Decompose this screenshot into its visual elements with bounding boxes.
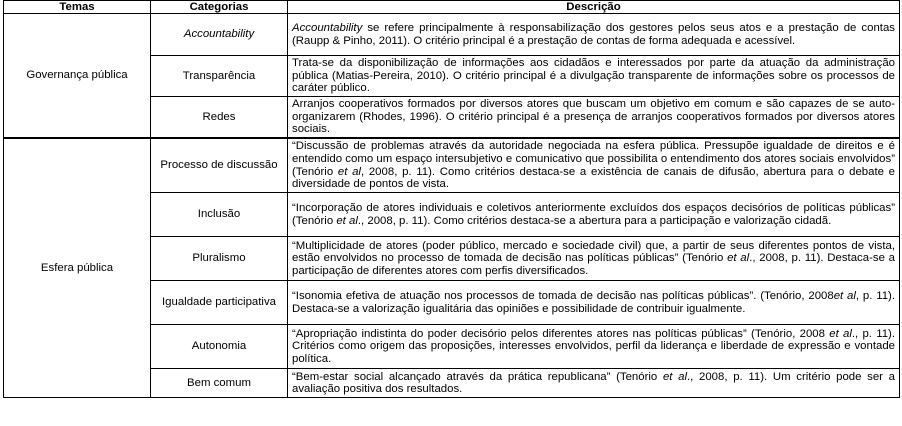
descricao-italic-run: et al xyxy=(727,252,750,265)
categoria-cell: Processo de discussão xyxy=(151,138,288,193)
descricao-text-run: “Multiplicidade de atores (poder público, mercado e sociedade civil) que, a partir de seus diferentes pontos de vista, estão envolvidos no processo de tomada de decisão nas políticas públicas” (Tenório xyxy=(292,239,895,265)
categoria-cell: Inclusão xyxy=(151,193,288,237)
descricao-cell xyxy=(288,14,900,56)
descricao-text-run: , 2008, p. 11). Como critérios destaca-se a existência de canais de difusão, abertura para o debate e diversidade de pontos de vista. xyxy=(292,165,895,191)
descricao-text-run: Arranjos cooperativos formados por diversos atores que buscam um objetivo em comum e são capazes de se auto-organizarem (Rhodes, 1996). O critério principal é a presença de arranjos cooperativos formados por diversos atores sociais. xyxy=(292,98,895,136)
descricao-text-run: “Apropriação indistinta do poder decisório pelos diferentes atores nas políticas públicas” (Tenório, 2008 xyxy=(292,327,830,340)
header-row xyxy=(4,1,900,14)
categoria-cell: Igualdade participativa xyxy=(151,281,288,325)
descricao-italic-run: et al xyxy=(833,290,856,303)
descricao-italic-run: Accountability xyxy=(292,21,363,34)
descricao-text-run: ., 2008, p. 11). Destaca-se a participação de diferentes atores com perfis diversificados. xyxy=(292,252,895,278)
descricao-italic-run: et al xyxy=(337,165,361,178)
categoria-cell: Bem comum xyxy=(151,369,288,398)
criteria-table xyxy=(3,0,900,398)
tema-esfera: Esfera pública xyxy=(4,138,151,398)
descricao-cell xyxy=(288,56,900,97)
header-descricao: Descrição xyxy=(288,1,900,14)
descricao-text-run: “Incorporação de atores individuais e coletivos anteriormente excluídos dos espaços decisórios de políticas públicas” (Tenório xyxy=(292,202,895,227)
table-row xyxy=(4,138,900,193)
table-row xyxy=(4,14,900,56)
descricao-cell xyxy=(288,237,900,281)
descricao-italic-run: et al xyxy=(662,370,687,383)
descricao-italic-run: et al xyxy=(829,327,852,340)
descricao-text-run: “Bem-estar social alcançado através da prática republicana” (Tenório xyxy=(292,370,663,383)
descricao-cell xyxy=(288,97,900,138)
header-temas: Temas xyxy=(4,1,151,14)
descricao-text-run: ., p. 11). Critérios como origem das proposições, interesses envolvidos, perfil da liderança e liberdade de expressão e vontade política. xyxy=(292,327,895,366)
descricao-text-run: , p. 11). Destaca-se a valorização igualitária das opiniões e possibilidade de contribuir igualmente. xyxy=(292,290,895,315)
descricao-text-run: ., 2008, p. 11). Um critério pode ser a avaliação positiva dos resultados. xyxy=(292,370,895,396)
categoria-cell: Pluralismo xyxy=(151,237,288,281)
descricao-text-run: “Discussão de problemas através da autoridade negociada na esfera pública. Pressupõe igualdade de direitos e é entendido como um espaço intersubjetivo e comunicativo que possibilita o entendimento dos atores sociais envolvidos” (Tenório xyxy=(292,140,895,178)
categoria-cell: Autonomia xyxy=(151,325,288,369)
descricao-cell xyxy=(288,369,900,398)
descricao-cell xyxy=(288,325,900,369)
categoria-cell: Redes xyxy=(151,97,288,138)
descricao-cell xyxy=(288,138,900,193)
descricao-text-run: Trata-se da disponibilização de informações aos cidadãos e interessados por parte da atuação da administração pública (Matias-Pereira, 2010). O critério principal é a divulgação transparente de informações sobre os processos de caráter público. xyxy=(292,57,895,95)
descricao-text-run: se refere principalmente à responsabilização dos gestores pelos seus atos e a prestação de contas (Raupp & Pinho, 2011). O critério principal é a prestação de contas de forma adequada e acessível. xyxy=(292,21,895,47)
descricao-cell xyxy=(288,193,900,237)
header-categorias: Categorias xyxy=(151,1,288,14)
tema-governanca: Governança pública xyxy=(4,14,151,138)
categoria-cell: Transparência xyxy=(151,56,288,97)
categoria-cell: Accountability xyxy=(151,14,288,56)
descricao-text-run: ., 2008, p. 11). Como critérios destaca-se a abertura para a participação e valorização cidadã. xyxy=(357,214,832,227)
descricao-cell xyxy=(288,281,900,325)
descricao-text-run: “Isonomia efetiva de atuação nos processos de tomada de decisão nas políticas públicas”. (Tenório, 2008 xyxy=(292,290,834,303)
descricao-italic-run: et al xyxy=(336,214,358,227)
